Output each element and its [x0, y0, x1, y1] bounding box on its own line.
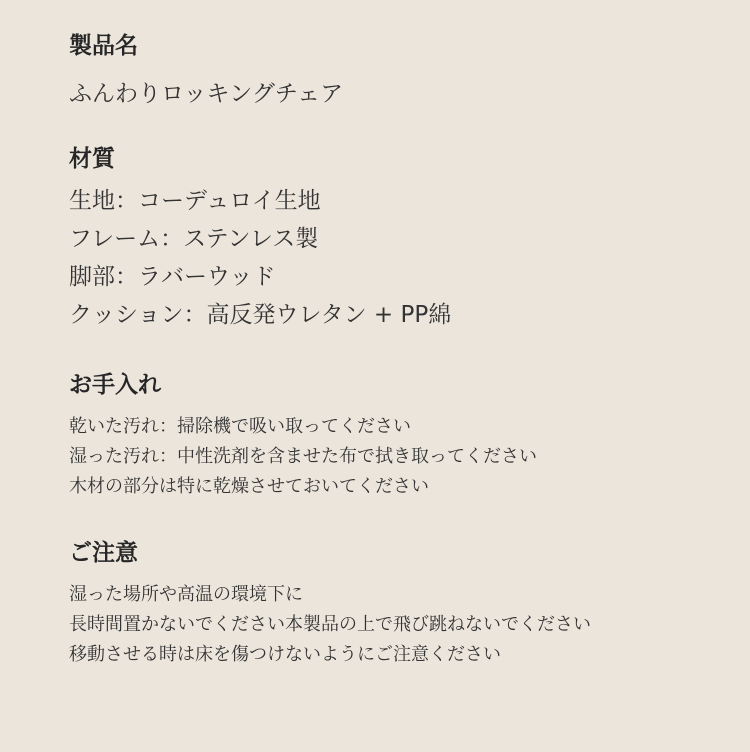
notice-moving: 移動させる時は床を傷つけないようにご注意ください [69, 644, 501, 665]
care-heading: お手入れ [69, 372, 161, 398]
product-name-heading: 製品名 [69, 33, 138, 59]
material-section [69, 148, 451, 334]
notice-environment: 湿った場所や高温の環境下に [69, 584, 303, 605]
material-frame: フレーム：ステンレス製 [69, 226, 319, 252]
material-legs: 脚部：ラバーウッド [69, 264, 276, 290]
material-fabric: 生地：コーデュロイ生地 [69, 188, 321, 214]
care-section [69, 374, 537, 502]
care-wood: 木材の部分は特に乾燥させておいてください [69, 476, 429, 497]
notice-no-jumping: 長時間置かないでください本製品の上で飛び跳ねないでください [69, 614, 591, 635]
notice-section [69, 542, 591, 670]
notice-list [69, 580, 591, 670]
product-name-section [69, 35, 343, 113]
material-cushion: クッション：高反発ウレタン + PP綿 [69, 302, 452, 328]
product-name-body [69, 75, 343, 113]
care-dry-stain: 乾いた汚れ：掃除機で吸い取ってください [69, 416, 411, 437]
material-list [69, 182, 451, 334]
product-name-text: ふんわりロッキングチェア [69, 81, 344, 107]
notice-heading: ご注意 [69, 540, 138, 566]
material-heading: 材質 [69, 146, 115, 172]
care-list [69, 412, 537, 502]
care-wet-stain: 湿った汚れ：中性洗剤を含ませた布で拭き取ってください [69, 446, 537, 467]
